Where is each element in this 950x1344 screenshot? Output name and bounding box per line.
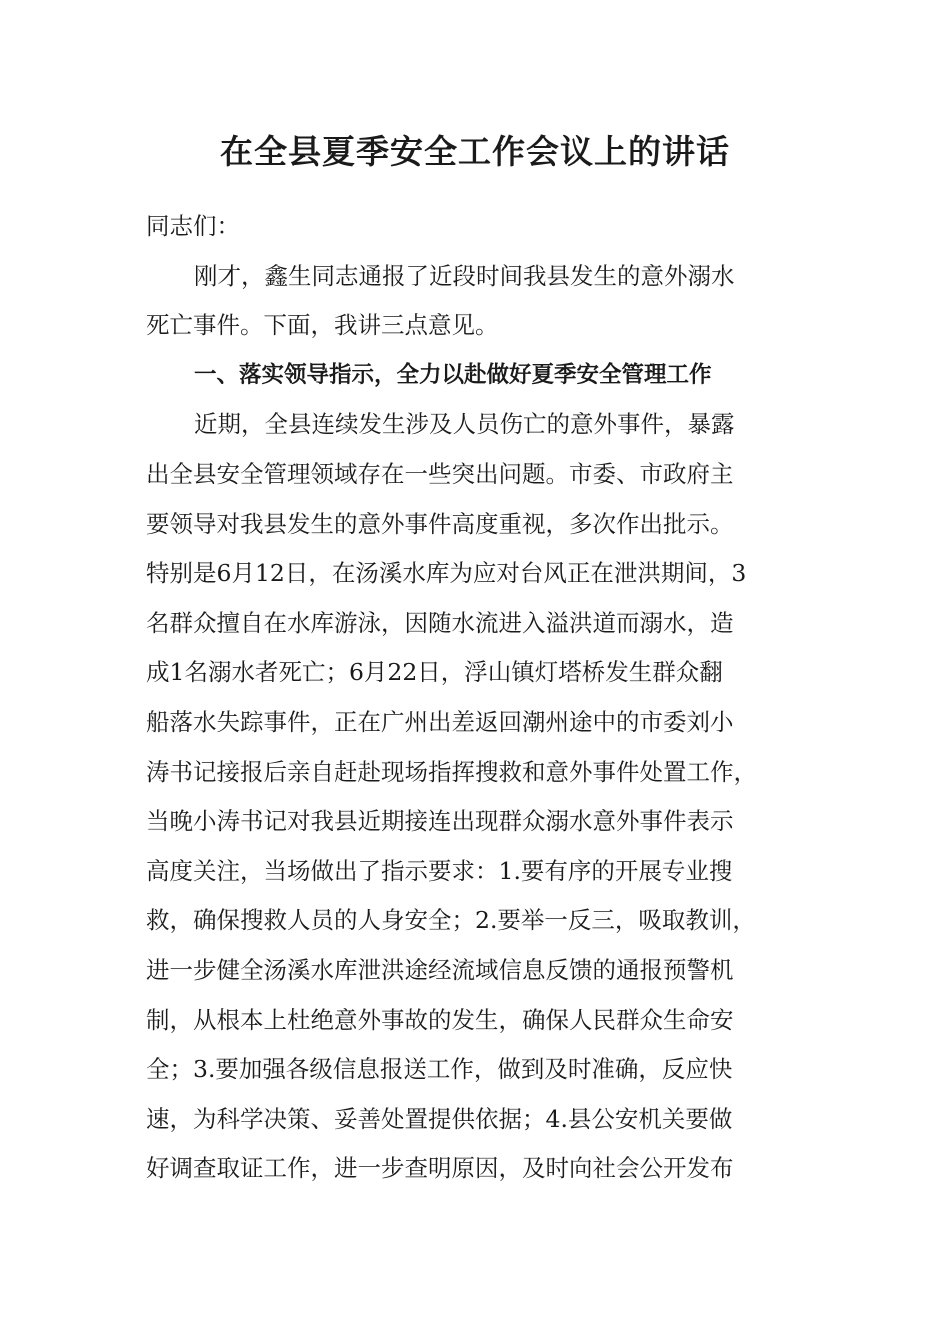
document-title: 在全县夏季安全工作会议上的讲话 [220, 132, 730, 171]
paragraph-line: 名群众擅自在水库游泳，因随水流进入溢洪道而溺水，造 [146, 608, 734, 637]
paragraph-line: 船落水失踪事件，正在广州出差返回潮州途中的市委刘小 [146, 707, 734, 736]
paragraph-line: 特别是6月12日，在汤溪水库为应对台风正在泄洪期间，3 [146, 559, 747, 588]
document-body [146, 202, 810, 1194]
paragraph-line: 出全县安全管理领域存在一些突出问题。市委、市政府主 [146, 459, 734, 488]
paragraph-line: 要领导对我县发生的意外事件高度重视，多次作出批示。 [146, 509, 734, 538]
paragraph-line: 近期，全县连续发生涉及人员伤亡的意外事件，暴露 [194, 410, 735, 439]
paragraph-line: 当晚小涛书记对我县近期接连出现群众溺水意外事件表示 [146, 807, 734, 836]
paragraph-line: 高度关注，当场做出了指示要求：1.要有序的开展专业搜 [146, 856, 733, 885]
paragraph-line: 进一步健全汤溪水库泄洪途经流域信息反馈的通报预警机 [146, 955, 734, 984]
section-heading: 一、落实领导指示，全力以赴做好夏季安全管理工作 [194, 361, 712, 388]
paragraph-line: 好调查取证工作，进一步查明原因，及时向社会公开发布 [146, 1154, 734, 1183]
paragraph-line: 制，从根本上杜绝意外事故的发生，确保人民群众生命安 [146, 1005, 734, 1034]
salutation: 同志们： [146, 212, 240, 240]
paragraph-line: 死亡事件。下面，我讲三点意见。 [146, 311, 499, 340]
paragraph-line: 速，为科学决策、妥善处置提供依据；4.县公安机关要做 [146, 1104, 733, 1133]
paragraph-line: 成1名溺水者死亡；6月22日，浮山镇灯塔桥发生群众翻 [146, 658, 723, 687]
paragraph-line: 救，确保搜救人员的人身安全；2.要举一反三，吸取教训， [146, 906, 756, 935]
paragraph-line: 涛书记接报后亲自赶赴现场指挥搜救和意外事件处置工作， [146, 757, 757, 786]
paragraph-line: 刚才，鑫生同志通报了近段时间我县发生的意外溺水 [194, 261, 735, 290]
paragraph-line: 全；3.要加强各级信息报送工作，做到及时准确，反应快 [146, 1055, 733, 1084]
